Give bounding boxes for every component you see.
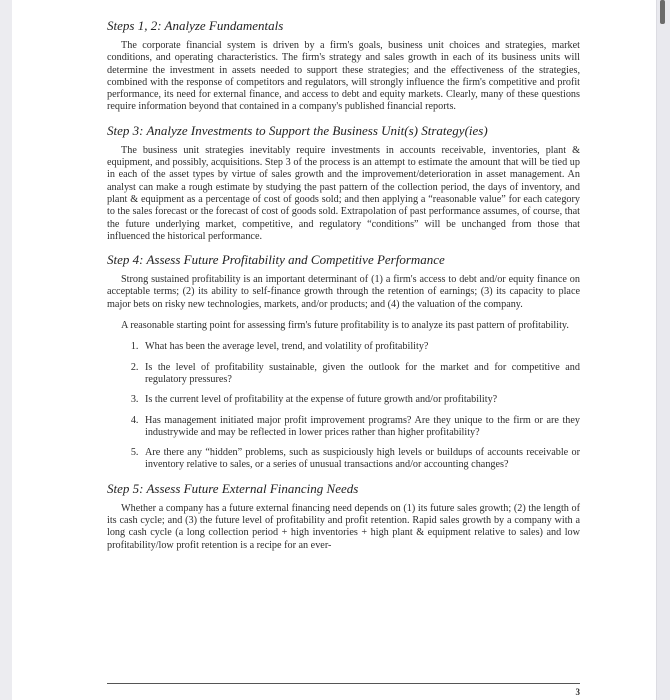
body-paragraph: A reasonable starting point for assessing firm's future profitability is to analyze its past pattern of profitability. [121, 320, 569, 332]
section-profitability [107, 252, 580, 472]
body-paragraph: Strong sustained profitability is an important determinant of (1) a firm's access to debt and/or equity finance on acceptable terms; (2) its ability to self-finance growth through the retention of earnings; (3) its capacity to place major bets on risky new technologies, markets, and/or products; and (4) the valuation of the company. [107, 274, 580, 310]
list-item: 2. Is the level of profitability sustainable, given the outlook for the market and for competitive and regulatory pressures? [141, 362, 580, 387]
body-paragraph: The business unit strategies inevitably require investments in accounts receivable, inventories, plant & equipment, and possibly, acquisitions. Step 3 of the process is an attempt to estimate the amount that will be tied up in each of the asset types by virtue of sales growth and the improvement/deterioration in asset management. An analyst can make a rough estimate by studying the past pattern of the collection period, the days of inventory, and plant & equipment as a percentage of cost of goods sold; and then applying a “reasonable value” for each category to the sales forecast or the forecast of cost of goods sold. Extrapolation of past performance assumes, of course, that the future underlying market, competitive, and regulatory “conditions” will be unchanged from those that influenced the historical performance. [107, 144, 580, 242]
page-number: 3 [575, 687, 580, 697]
section-heading: Step 3: Analyze Investments to Support the Business Unit(s) Strategy(ies) [107, 122, 488, 138]
section-external-financing [107, 481, 580, 552]
footer-divider [107, 683, 580, 684]
list-item: 3. Is the current level of profitability at the expense of future growth and/or profitability? [141, 394, 580, 406]
scrollbar-track[interactable] [656, 0, 670, 700]
page-content [107, 18, 580, 561]
profitability-questions-list [107, 341, 580, 471]
section-heading: Step 4: Assess Future Profitability and Competitive Performance [107, 252, 445, 268]
section-heading: Step 5: Assess Future External Financing Needs [107, 480, 359, 496]
section-investments [107, 123, 580, 243]
body-paragraph: Whether a company has a future external financing need depends on (1) its future sales growth; (2) the length of its cash cycle; and (3) the future level of profitability and profit retention. Rapid sales growth by a company with a long cash cycle (a long collection period + high inventories + high plant & equipment relative to sales) and low profitability/low profit retention is a recipe for an ever- [107, 502, 580, 551]
list-item: 4. Has management initiated major profit improvement programs? Are they unique to the firm or are they industrywide and may be reflected in lower prices rather than higher profitability? [141, 415, 580, 440]
section-heading: Steps 1, 2: Analyze Fundamentals [107, 18, 284, 33]
scrollbar-thumb[interactable] [660, 0, 665, 24]
list-item: 1. What has been the average level, trend, and volatility of profitability? [141, 341, 580, 353]
body-paragraph: The corporate financial system is driven by a firm's goals, business unit choices and strategies, market conditions, and operating characteristics. The firm's strategy and sales growth in each of its business units will determine the investment in assets needed to support these strategies; and the effectiveness of the strategies, combined with the response of competitors and regulators, will strongly influence the firm's competitive and profit performance, its need for external finance, and access to debt and equity markets. Clearly, many of these questions require information beyond that contained in a company's published financial reports. [107, 40, 580, 113]
section-fundamentals [107, 18, 580, 114]
list-item: 5. Are there any “hidden” problems, such as suspiciously high levels or buildups of accounts receivable or inventory relative to sales, or a series of unusual transactions and/or accounting changes? [141, 447, 580, 472]
